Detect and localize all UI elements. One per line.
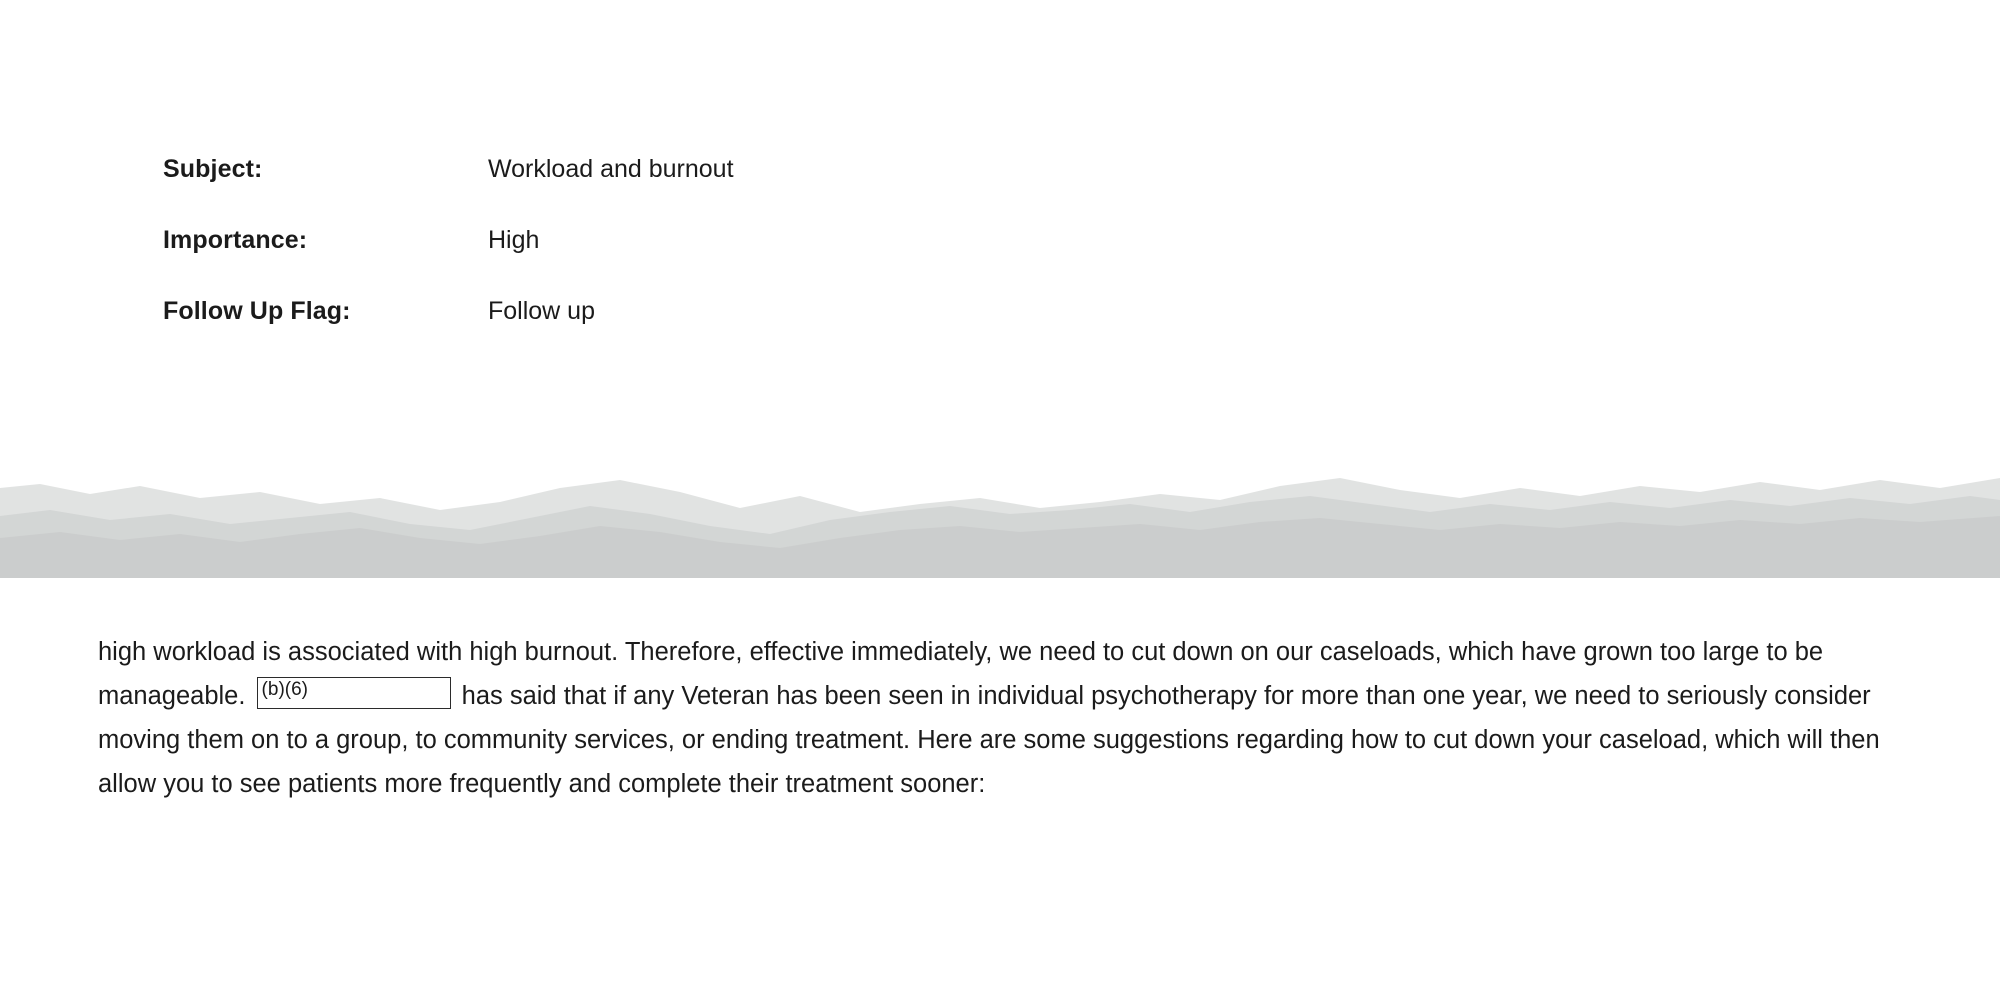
field-label-follow-up-flag: Follow Up Flag: xyxy=(163,297,351,325)
body-segment-2: has said that if any Veteran has been seen in individual psychotherapy for more than one year, we need to seriously consider moving them on to a group, to community services, or ending treatment. Here are some suggestions regarding how to cut down your caseload, which will then allow you to see patients more frequently and complete their treatment sooner: xyxy=(98,682,1887,798)
redaction-box xyxy=(257,677,451,709)
header-field-row-subject xyxy=(163,155,1363,184)
field-label-subject: Subject: xyxy=(163,155,263,183)
field-value-importance: High xyxy=(488,226,540,254)
field-value-follow-up-flag: Follow up xyxy=(488,297,595,325)
field-label-importance: Importance: xyxy=(163,226,308,254)
redaction-label: (b)(6) xyxy=(261,679,308,700)
body-paragraph xyxy=(98,630,1898,806)
field-value-subject: Workload and burnout xyxy=(488,155,734,183)
header-field-row-follow-up-flag xyxy=(163,297,1363,326)
body-segment-1: high workload is associated with high burnout. Therefore, effective immediately, we need to cut down on our caseloads, which have grown too large to be manageable. xyxy=(98,638,1831,710)
header-field-row-importance xyxy=(163,226,1363,255)
email-header-fields xyxy=(163,155,1363,368)
torn-paper-divider xyxy=(0,468,2000,578)
